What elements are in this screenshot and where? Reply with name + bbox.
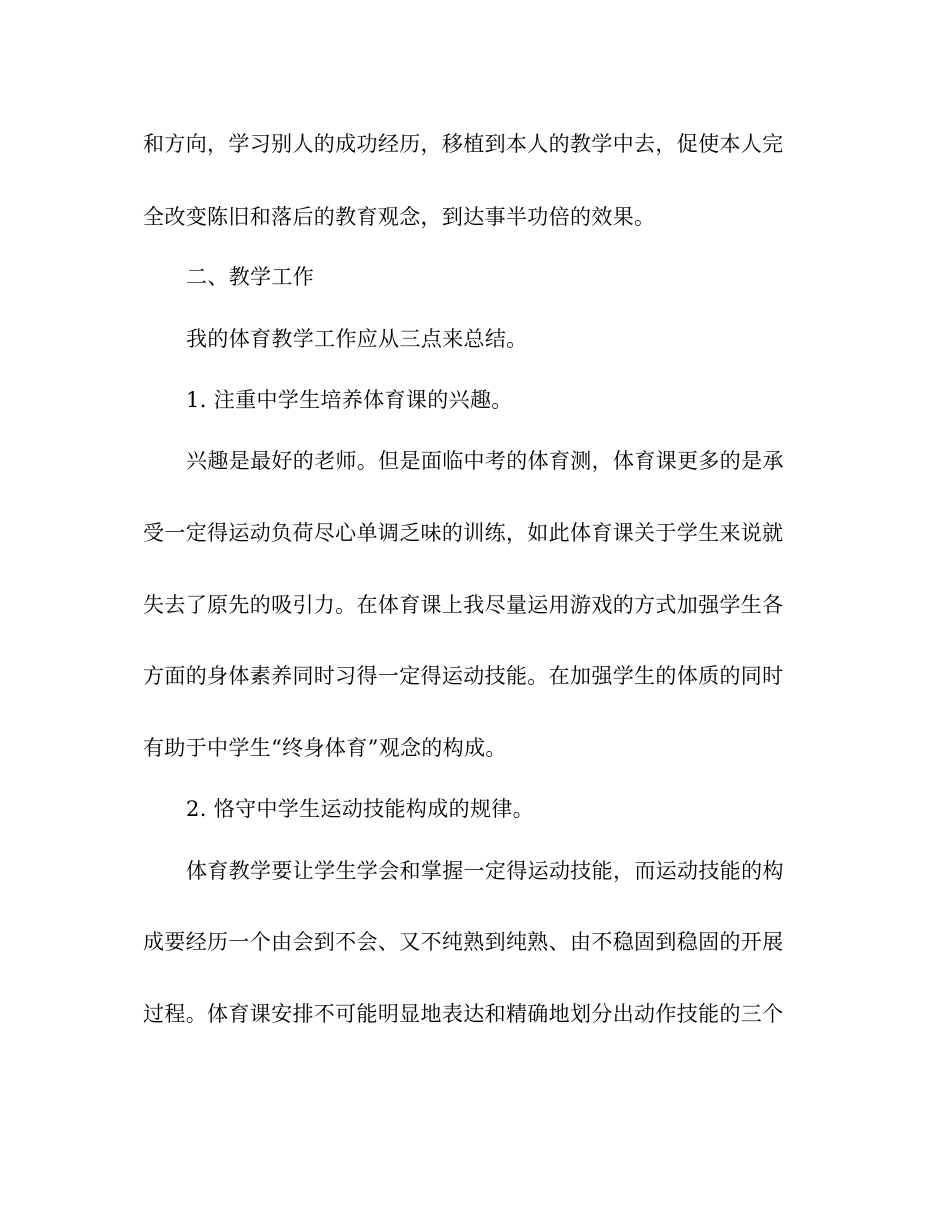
body-text-line: 和方向，学习别人的成功经历，移植到本人的教学中去，促使本人完 xyxy=(143,132,784,156)
body-text-line: 全改变陈旧和落后的教育观念，到达事半功倍的效果。 xyxy=(143,205,656,229)
list-item-heading: 2. 恪守中学生运动技能构成的规律。 xyxy=(186,797,535,821)
body-text-line: 我的体育教学工作应从三点来总结。 xyxy=(186,327,528,351)
body-text-line: 受一定得运动负荷尽心单调乏味的训练，如此体育课关于学生来说就 xyxy=(143,521,784,545)
body-text-line: 失去了原先的吸引力。在体育课上我尽量运用游戏的方式加强学生各 xyxy=(143,593,784,617)
body-text-line: 方面的身体素养同时习得一定得运动技能。在加强学生的体质的同时 xyxy=(143,664,784,688)
body-text-line: 有助于中学生“终身体育”观念的构成。 xyxy=(143,736,507,760)
list-item-heading: 1. 注重中学生培养体育课的兴趣。 xyxy=(186,388,513,412)
body-text-line: 体育教学要让学生学会和掌握一定得运动技能，而运动技能的构 xyxy=(186,859,784,883)
body-text-line: 过程。体育课安排不可能明显地表达和精确地划分出动作技能的三个 xyxy=(143,1002,784,1026)
section-heading: 二、教学工作 xyxy=(186,265,315,289)
body-text-line: 成要经历一个由会到不会、又不纯熟到纯熟、由不稳固到稳固的开展 xyxy=(143,930,784,954)
body-text-line: 兴趣是最好的老师。但是面临中考的体育测，体育课更多的是承 xyxy=(186,449,784,473)
